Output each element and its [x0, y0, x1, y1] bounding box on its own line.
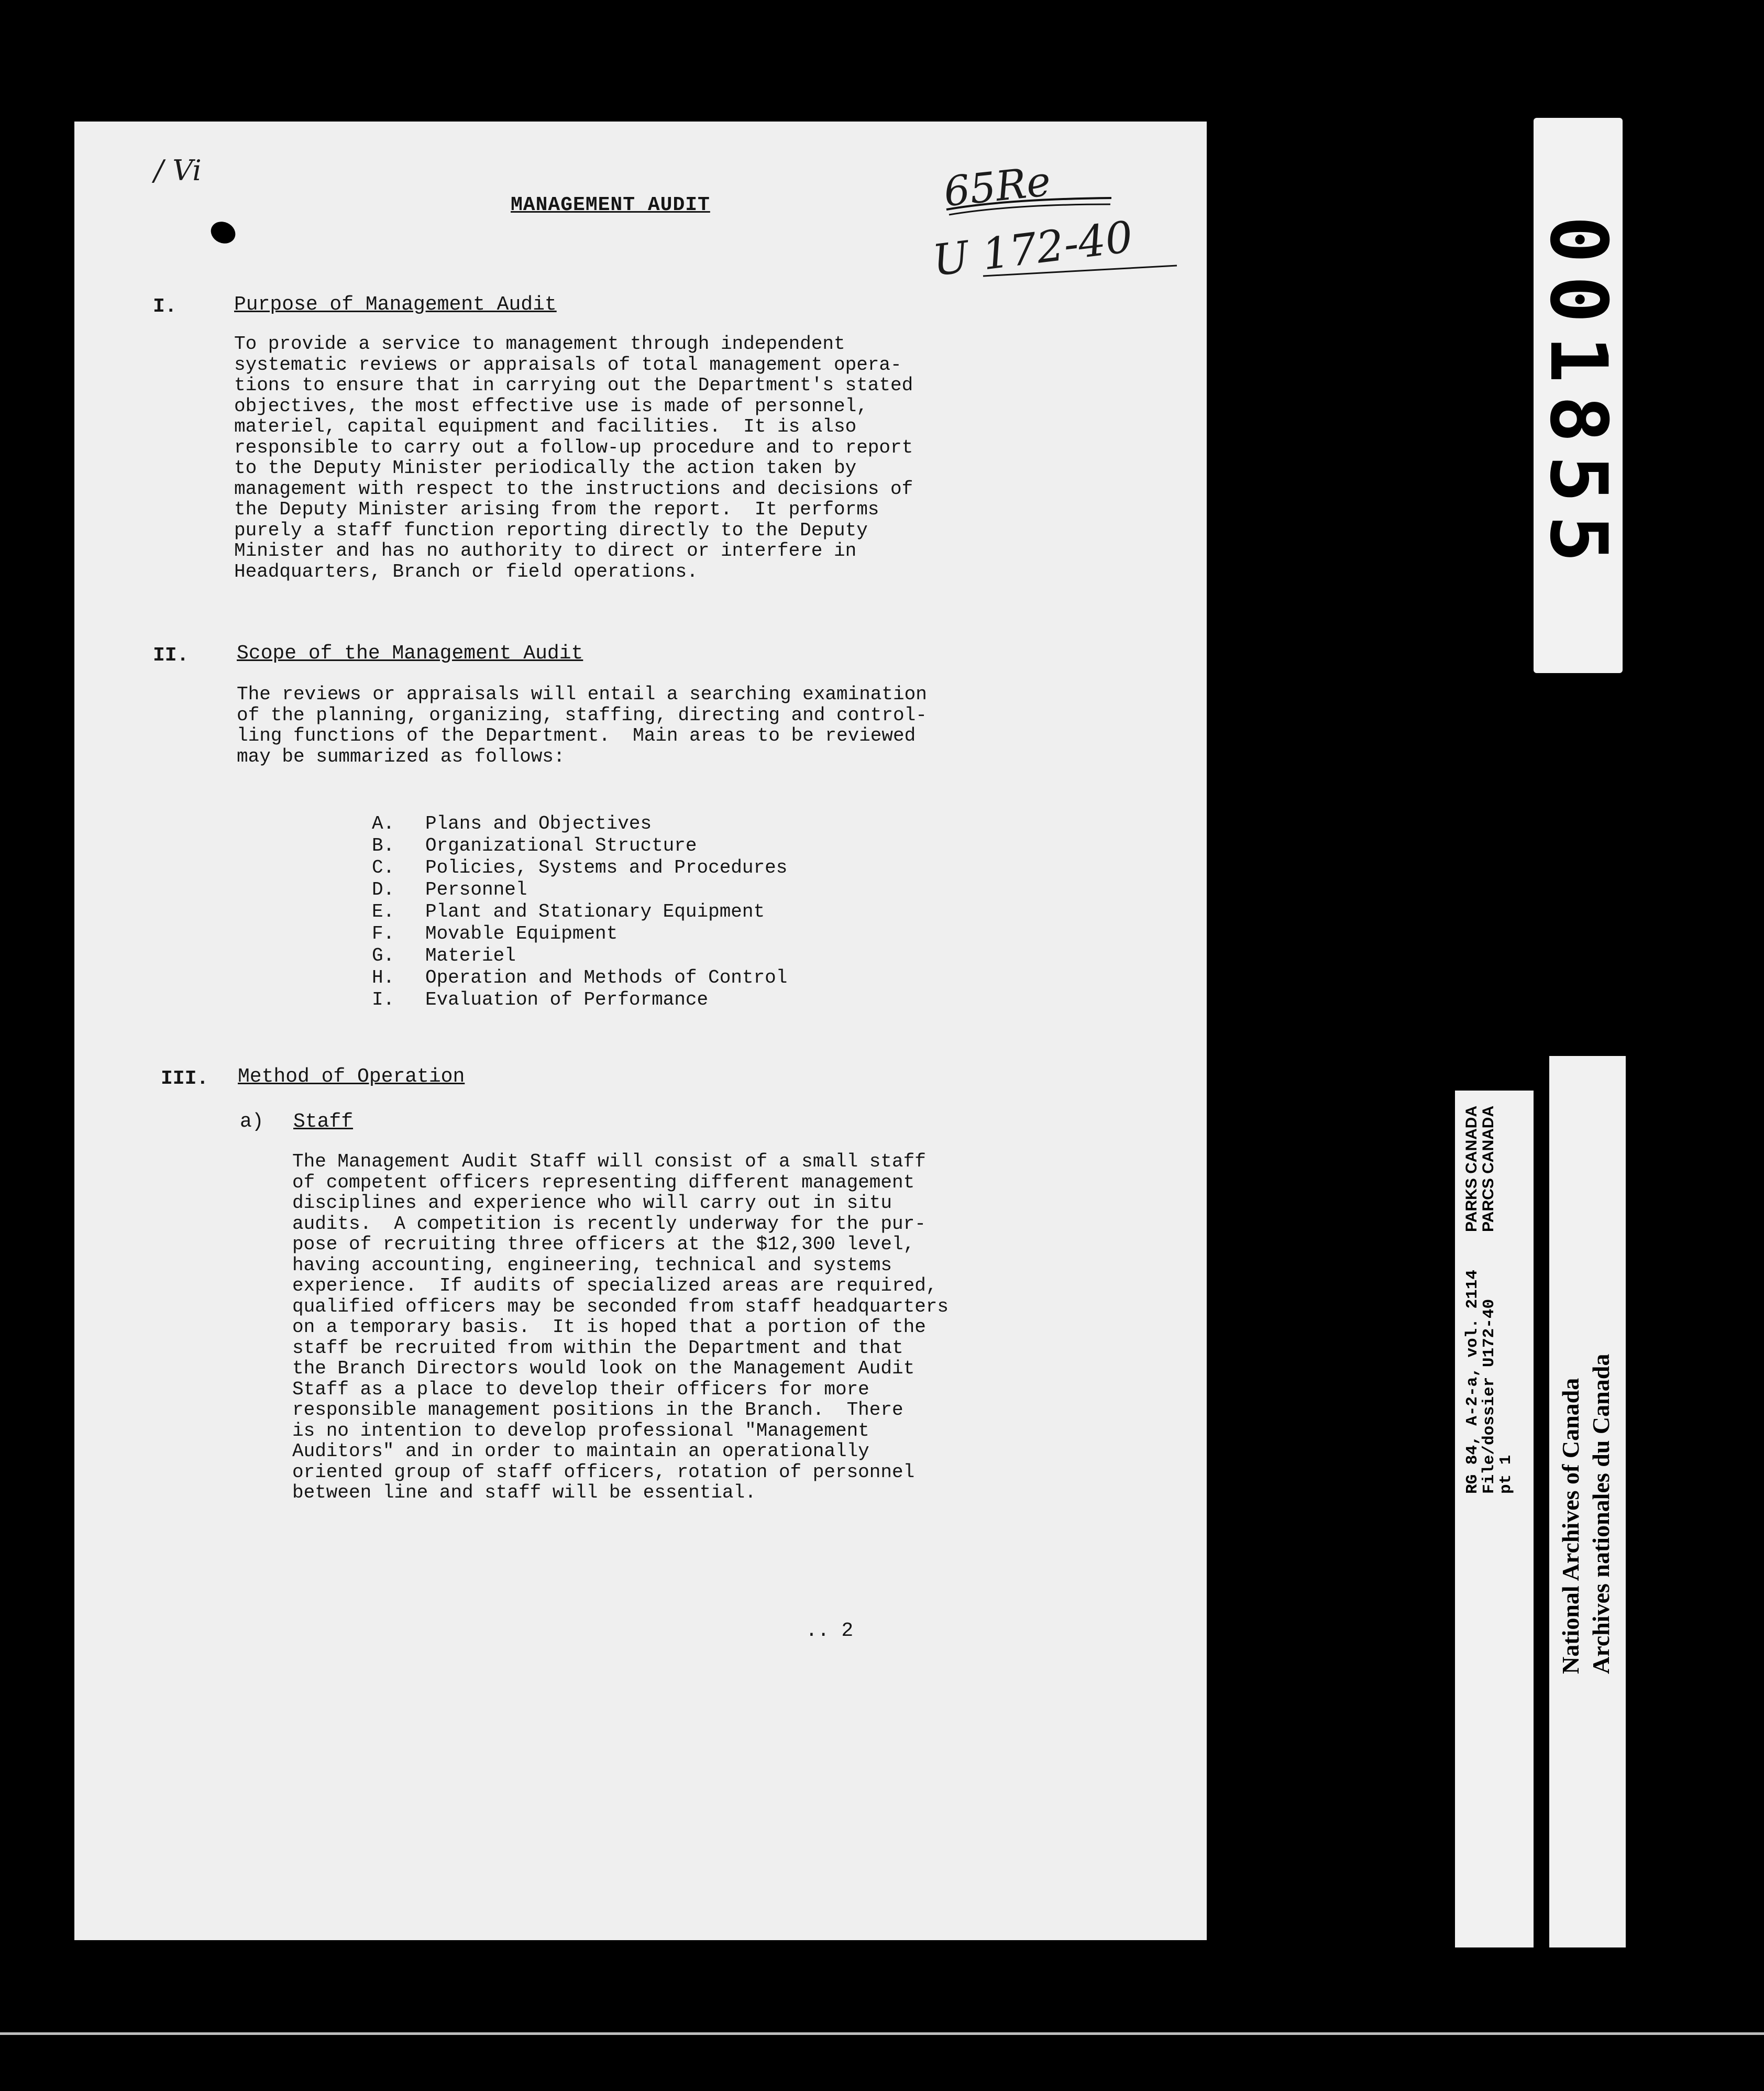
archives-name-fr: Archives nationales du Canada — [1587, 1353, 1614, 1674]
list-letter: H. — [372, 967, 395, 988]
paragraph-line: audits. A competition is recently underway for the pur- — [292, 1213, 926, 1235]
paragraph-line: disciplines and experience who will carry out in situ — [292, 1192, 892, 1214]
paragraph-line: ling functions of the Department. Main areas to be reviewed — [237, 725, 916, 746]
list-letter: D. — [372, 879, 395, 900]
list-letter: A. — [372, 813, 395, 834]
list-letter: G. — [372, 945, 395, 966]
paragraph-line: To provide a service to management through independent — [234, 333, 845, 355]
paragraph-line: responsible to carry out a follow-up procedure and to report — [234, 436, 913, 458]
section-heading: Purpose of Management Audit — [234, 293, 557, 316]
continuation-marker: .. 2 — [806, 1620, 854, 1642]
paragraph-line: staff be recruited from within the Department and that — [292, 1337, 903, 1359]
paragraph-line: The Management Audit Staff will consist of a small staff — [292, 1151, 926, 1172]
subsection-paragraph — [292, 1151, 949, 1503]
reference-block — [1464, 1270, 1515, 1494]
paragraph-line: the Deputy Minister arising from the report. It performs — [234, 499, 879, 520]
section-paragraph — [237, 684, 927, 767]
archives-name-block — [1556, 1354, 1616, 1674]
list-text: Materiel — [425, 945, 516, 966]
section-heading: Method of Operation — [238, 1065, 465, 1088]
list-text: Organizational Structure — [425, 835, 697, 856]
paragraph-line: of competent officers representing different management — [292, 1171, 915, 1193]
paragraph-line: Minister and has no authority to direct or interfere in — [234, 540, 857, 562]
section-number: II. — [153, 644, 189, 667]
paragraph-line: pose of recruiting three officers at the $12,300 level, — [292, 1234, 915, 1255]
section-paragraph — [234, 334, 913, 582]
reference-line: pt 1 — [1497, 1455, 1515, 1494]
ink-blot — [206, 216, 240, 249]
archives-name-en: National Archives of Canada — [1557, 1378, 1584, 1674]
paragraph-line: is no intention to develop professional "Management — [292, 1419, 869, 1441]
section-number: III. — [161, 1067, 209, 1090]
paragraph-line: qualified officers may be seconded from staff headquarters — [292, 1295, 949, 1317]
reference-line: RG 84, A-2-a, vol. 2114 — [1463, 1270, 1482, 1494]
subsection-heading: Staff — [293, 1110, 354, 1133]
frame-number: 001855 — [1533, 216, 1624, 575]
archive-reference-label — [1455, 1091, 1534, 1947]
paragraph-line: between line and staff will be essential. — [292, 1482, 756, 1503]
file-reference-underline — [980, 263, 1179, 279]
frame-number-stamp — [1534, 118, 1623, 673]
paragraph-line: may be summarized as follows: — [237, 745, 565, 767]
review-areas-list — [372, 813, 787, 1011]
paragraph-line: Staff as a place to develop their officers for more — [292, 1378, 869, 1400]
national-archives-label — [1549, 1056, 1626, 1947]
list-letter: I. — [372, 989, 395, 1010]
list-text: Plans and Objectives — [425, 813, 652, 834]
handwritten-corner-mark: / Vi — [154, 154, 202, 187]
list-item — [372, 901, 787, 923]
paragraph-line: tions to ensure that in carrying out the Department's stated — [234, 375, 913, 396]
list-letter: B. — [372, 835, 395, 856]
list-item — [372, 879, 787, 901]
paragraph-line: the Branch Directors would look on the Management Audit — [292, 1358, 915, 1379]
section-number: I. — [153, 295, 177, 318]
paragraph-line: management with respect to the instructions and decisions of — [234, 478, 913, 500]
list-letter: E. — [372, 901, 395, 922]
paragraph-line: having accounting, engineering, technical and systems — [292, 1254, 892, 1276]
paragraph-line: systematic reviews or appraisals of total management opera- — [234, 354, 902, 376]
document-page — [74, 122, 1207, 1940]
paragraph-line: on a temporary basis. It is hoped that a portion of the — [292, 1316, 926, 1338]
paragraph-line: Headquarters, Branch or field operations. — [234, 560, 698, 582]
list-item — [372, 813, 787, 835]
list-item — [372, 835, 787, 857]
initials-strike-line — [944, 189, 1117, 220]
paragraph-line: responsible management positions in the Branch. There — [292, 1399, 903, 1421]
list-item — [372, 989, 787, 1011]
film-edge-line — [0, 2032, 1764, 2035]
list-text: Movable Equipment — [425, 923, 618, 944]
paragraph-line: to the Deputy Minister periodically the action taken by — [234, 457, 857, 479]
list-letter: C. — [372, 857, 395, 878]
agency-name-en: PARKS CANADA — [1463, 1105, 1480, 1232]
list-text: Personnel — [425, 879, 527, 900]
list-item — [372, 857, 787, 879]
section-heading: Scope of the Management Audit — [237, 642, 583, 665]
paragraph-line: materiel, capital equipment and facilities. It is also — [234, 416, 857, 437]
paragraph-line: oriented group of staff officers, rotation of personnel — [292, 1461, 915, 1483]
paragraph-line: purely a staff function reporting directly to the Deputy — [234, 519, 868, 541]
subsection-label: a) — [240, 1110, 264, 1133]
list-letter: F. — [372, 923, 395, 944]
paragraph-line: experience. If audits of specialized areas are required, — [292, 1275, 938, 1296]
list-text: Policies, Systems and Procedures — [425, 857, 788, 878]
paragraph-line: The reviews or appraisals will entail a searching examination — [237, 684, 927, 705]
paragraph-line: objectives, the most effective use is made of personnel, — [234, 395, 868, 417]
list-item — [372, 967, 787, 989]
handwritten-initials: 65Re — [941, 158, 1053, 216]
agency-name-fr: PARCS CANADA — [1480, 1105, 1497, 1232]
document-title: MANAGEMENT AUDIT — [511, 194, 710, 216]
list-item — [372, 945, 787, 967]
paragraph-line: Auditors" and in order to maintain an operationally — [292, 1440, 869, 1462]
list-item — [372, 923, 787, 945]
reference-line: File/dossier U172-40 — [1480, 1298, 1498, 1494]
paragraph-line: of the planning, organizing, staffing, directing and control- — [237, 704, 927, 726]
handwritten-file-reference: U 172-40 — [930, 212, 1136, 287]
list-text: Operation and Methods of Control — [425, 967, 788, 988]
list-text: Plant and Stationary Equipment — [425, 901, 765, 922]
agency-block — [1463, 1106, 1497, 1232]
list-text: Evaluation of Performance — [425, 989, 709, 1010]
